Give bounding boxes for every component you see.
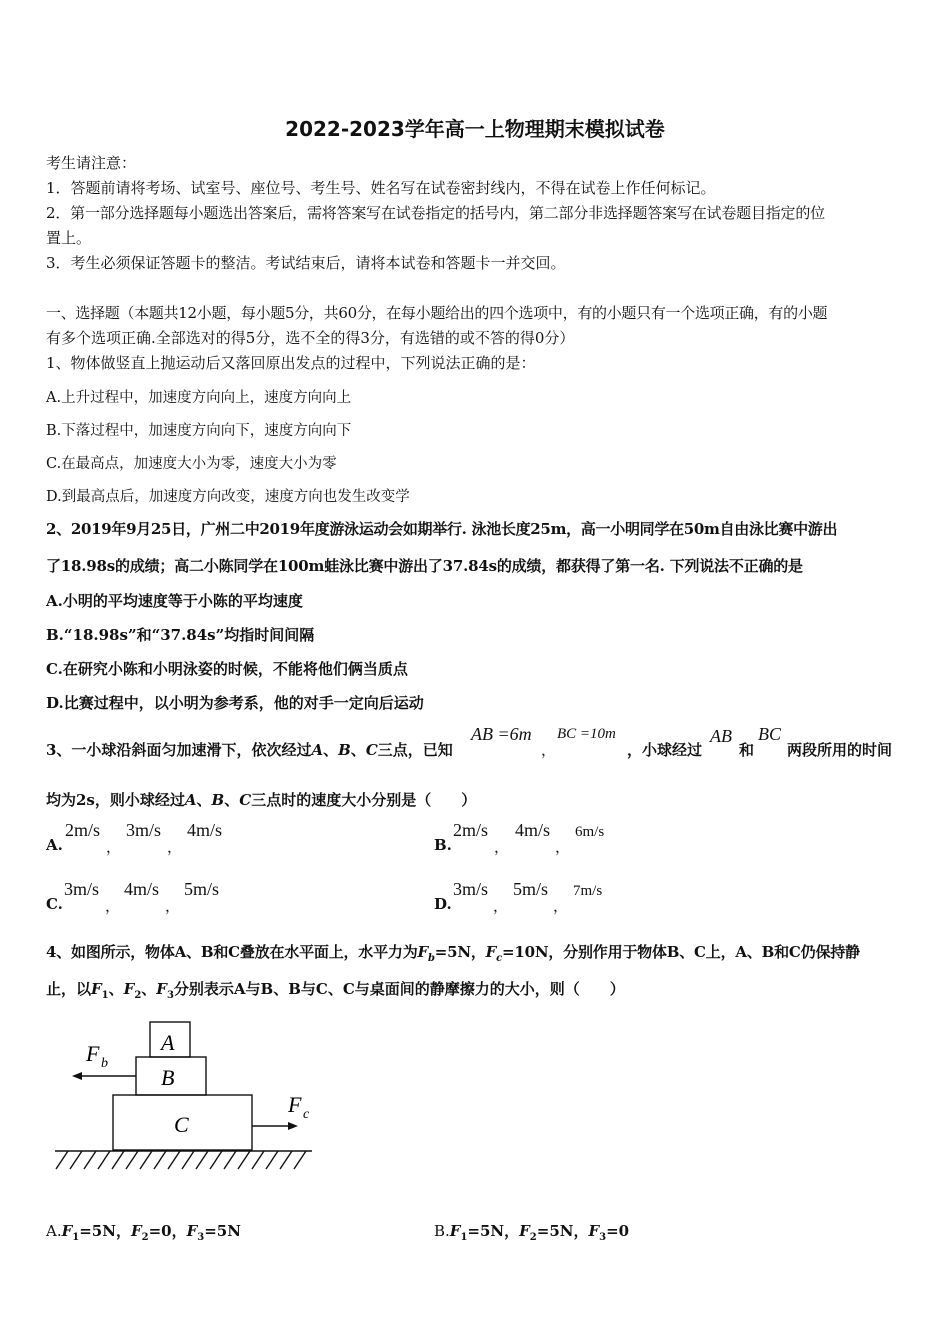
q3-segment-ab: AB bbox=[710, 726, 732, 746]
q3-stem-line-2: 均为2s，则小球经过A、B、C三点时的速度大小分别是（ ） bbox=[46, 791, 477, 809]
page-title: 2022-2023学年高一上物理期末模拟试卷 bbox=[285, 117, 665, 141]
q3-option-d-comma-1: ， bbox=[493, 897, 509, 915]
q3-option-b-comma-2: ， bbox=[555, 838, 571, 856]
notice-item-3: 3．考生必须保证答题卡的整洁。考试结束后，请将本试卷和答题卡一并交回。 bbox=[46, 254, 566, 272]
q3-bc-length: BC =10m bbox=[557, 726, 616, 742]
q3-option-c-v1: 3m/s bbox=[64, 879, 100, 899]
ground-hatching bbox=[56, 1151, 306, 1169]
q3-option-a-comma-2: ， bbox=[167, 838, 183, 856]
notice-item-2-line-1: 2．第一部分选择题每小题选出答案后，需将答案写在试卷指定的括号内，第二部分非选择题答案写在试卷题目指定的位 bbox=[46, 204, 825, 222]
label-fb: F bbox=[86, 1041, 100, 1066]
section-heading-line-2: 有多个选项正确.全部选对的得5分，选不全的得3分，有选错的或不答的得0分） bbox=[46, 329, 575, 347]
q3-option-b-v2: 4m/s bbox=[515, 820, 551, 840]
q2-stem-line-1: 2、2019年9月25日，广州二中2019年度游泳运动会如期举行. 泳池长度25m，高一小明同学在50m自由泳比赛中游出 bbox=[46, 520, 838, 538]
q3-stem-line-1-start: 3、一小球沿斜面匀加速滑下，依次经过A、B、C三点，已知 bbox=[46, 741, 453, 759]
q3-option-b-v1: 2m/s bbox=[453, 820, 489, 840]
section-heading-line-1: 一、选择题（本题共12小题，每小题5分，共60分，在每小题给出的四个选项中，有的小题只有一个选项正确，有的小题 bbox=[46, 304, 828, 322]
q3-comma: ， bbox=[541, 741, 557, 759]
q3-passes-text: ，小球经过 bbox=[627, 741, 703, 759]
notice-item-2-line-2: 置上。 bbox=[46, 229, 92, 247]
notice-item-1: 1．答题前请将考场、试室号、座位号、考生号、姓名写在试卷密封线内，不得在试卷上作任何标记。 bbox=[46, 179, 716, 197]
q3-option-a-v3: 4m/s bbox=[187, 820, 223, 840]
q3-option-d-v3: 7m/s bbox=[573, 883, 603, 899]
q2-option-d: D.比赛过程中，以小明为参考系，他的对手一定向后运动 bbox=[46, 694, 424, 712]
q1-option-b: B.下落过程中，加速度方向向下，速度方向向下 bbox=[46, 423, 352, 439]
q4-option-a: $A.F_1=5N$，$F_2=0$，$F_3=5N$ bbox=[46, 1222, 241, 1243]
q3-and: 和 bbox=[739, 741, 755, 759]
q1-stem: 1、物体做竖直上抛运动后又落回原出发点的过程中，下列说法正确的是： bbox=[46, 354, 536, 372]
q3-option-c-v2: 4m/s bbox=[124, 879, 160, 899]
q3-segment-bc: BC bbox=[758, 724, 782, 744]
label-b: B bbox=[161, 1065, 175, 1090]
q3-option-a-comma-1: ， bbox=[106, 838, 122, 856]
q3-option-c-comma-1: ， bbox=[105, 897, 121, 915]
q4-stem-line-2: 止，以$F_1$、$F_2$、$F_3$分别表示A与B、B与C、C与桌面间的静摩擦力的大小，则（ ） bbox=[46, 980, 625, 1001]
q3-option-c-label: C. bbox=[46, 895, 63, 913]
q3-ab-length: AB =6m bbox=[471, 724, 532, 744]
q3-stem-line-1-end: 两段所用的时间 bbox=[787, 741, 893, 759]
q3-option-c-v3: 5m/s bbox=[184, 879, 220, 899]
q3-option-d-label: D. bbox=[434, 895, 452, 913]
q3-option-a-v2: 3m/s bbox=[126, 820, 162, 840]
q3-option-a-v1: 2m/s bbox=[65, 820, 101, 840]
stacked-blocks-figure bbox=[50, 1015, 330, 1175]
q2-option-b: B.“18.98s”和“37.84s”均指时间间隔 bbox=[46, 626, 315, 644]
force-fc-arrowhead bbox=[288, 1122, 298, 1130]
q2-option-a: A.小明的平均速度等于小陈的平均速度 bbox=[46, 592, 303, 610]
label-fc: F bbox=[288, 1092, 302, 1117]
force-fb-arrowhead bbox=[72, 1072, 82, 1080]
q3-option-d-comma-2: ， bbox=[553, 897, 569, 915]
q3-option-b-comma-1: ， bbox=[494, 838, 510, 856]
notice-heading: 考生请注意： bbox=[46, 154, 137, 172]
q2-stem-line-2: 了18.98s的成绩；高二小陈同学在100m蛙泳比赛中游出了37.84s的成绩，都获得了第一名. 下列说法不正确的是 bbox=[46, 557, 803, 575]
q4-stem-line-1: 4、如图所示，物体A、B和C叠放在水平面上，水平力为$F_b=5N$，$F_c=10N$，分别作用于物体B、C上，A、B和C仍保持静 bbox=[46, 943, 860, 964]
q1-option-d: D.到最高点后，加速度方向改变，速度方向也发生改变学 bbox=[46, 489, 410, 505]
q3-option-a-label: A. bbox=[46, 836, 63, 854]
label-a: A bbox=[161, 1030, 175, 1055]
label-fb-sub: b bbox=[101, 1056, 108, 1071]
q1-option-a: A.上升过程中，加速度方向向上，速度方向向上 bbox=[46, 390, 352, 406]
label-c: C bbox=[174, 1112, 189, 1137]
q3-option-d-v2: 5m/s bbox=[513, 879, 549, 899]
q3-option-d-v1: 3m/s bbox=[453, 879, 489, 899]
q1-option-c: C.在最高点，加速度大小为零，速度大小为零 bbox=[46, 456, 337, 472]
q3-option-b-label: B. bbox=[434, 836, 452, 854]
q3-option-b-v3: 6m/s bbox=[575, 824, 605, 840]
q2-option-c: C.在研究小陈和小明泳姿的时候，不能将他们俩当质点 bbox=[46, 660, 408, 678]
q3-option-c-comma-2: ， bbox=[165, 897, 181, 915]
label-fc-sub: c bbox=[303, 1107, 310, 1122]
q4-option-b: $B.F_1=5N$，$F_2=5N$，$F_3=0$ bbox=[434, 1222, 630, 1243]
